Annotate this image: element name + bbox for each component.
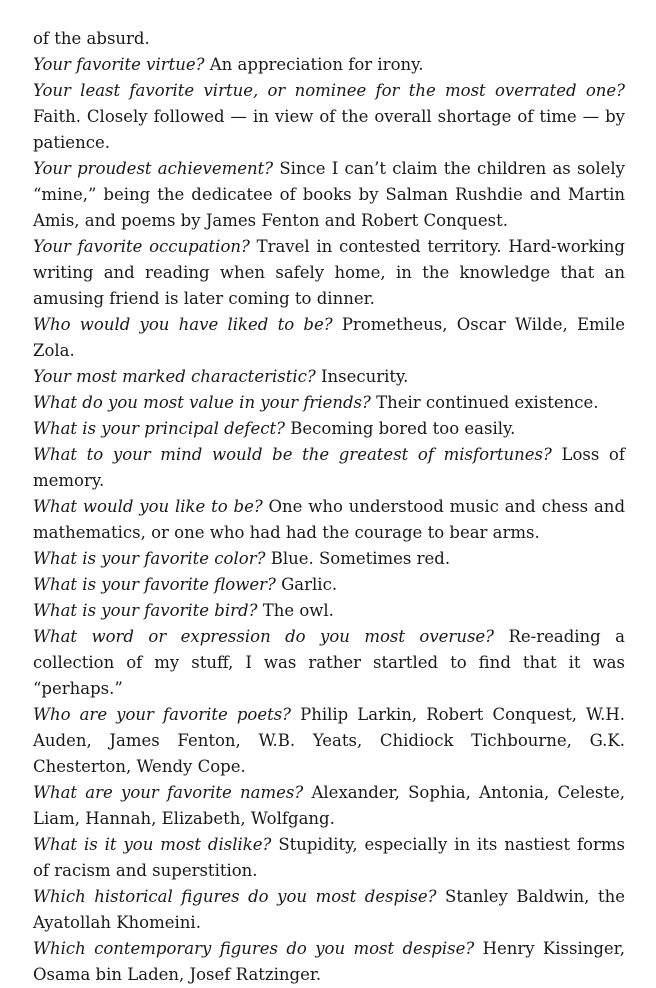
question-text: What is your principal defect? — [33, 419, 286, 438]
answer-text: One who understood music and chess and mathematics, or one who had had the courage to bear arms. — [33, 497, 626, 542]
qa-paragraph — [33, 572, 625, 598]
qa-paragraph — [33, 624, 625, 702]
answer-text: Insecurity. — [320, 367, 409, 386]
question-text: What would you like to be? — [33, 497, 263, 516]
qa-paragraph — [33, 390, 625, 416]
question-text: Your most marked characteristic? — [33, 367, 316, 386]
question-text: What is your favorite color? — [33, 549, 266, 568]
qa-paragraph — [33, 234, 625, 312]
question-text: What to your mind would be the greatest of misfortunes? — [33, 445, 552, 464]
question-text: Which historical figures do you most despise? — [33, 887, 437, 906]
qa-paragraph — [33, 52, 625, 78]
question-text: What is your favorite flower? — [33, 575, 276, 594]
answer-text: Loss of memory. — [33, 445, 625, 490]
answer-text: Faith. Closely followed — in view of the overall shortage of time — by patience. — [33, 107, 625, 152]
paragraph-continuation-fragment: of the absurd. — [33, 29, 150, 48]
answer-text: An appreciation for irony. — [209, 55, 424, 74]
answer-text: Henry Kissinger, Osama bin Laden, Josef Ratzinger. — [33, 939, 625, 984]
question-text: Your favorite occupation? — [33, 237, 250, 256]
answer-text: Since I can’t claim the children as solely “mine,” being the dedicatee of books by Salman Rushdie and Martin Amis, and poems by James Fenton and Robert Conquest. — [33, 159, 626, 230]
answer-text: Stupidity, especially in its nastiest forms of racism and superstition. — [33, 835, 625, 880]
question-text: Which contemporary figures do you most despise? — [33, 939, 475, 958]
qa-paragraph — [33, 936, 625, 988]
answer-text: The owl. — [262, 601, 334, 620]
answer-text: Philip Larkin, Robert Conquest, W.H. Auden, James Fenton, W.B. Yeats, Chidiock Tichbourne, G.K. Chesterton, Wendy Cope. — [33, 705, 625, 776]
answer-text: Stanley Baldwin, the Ayatollah Khomeini. — [33, 887, 625, 932]
qa-list — [33, 52, 625, 988]
qa-paragraph — [33, 78, 625, 156]
qa-paragraph — [33, 364, 625, 390]
question-text: Your least favorite virtue, or nominee for the most overrated one? — [33, 81, 625, 100]
qa-paragraph — [33, 780, 625, 832]
qa-paragraph — [33, 832, 625, 884]
answer-text: Blue. Sometimes red. — [270, 549, 451, 568]
question-text: Your proudest achievement? — [33, 159, 274, 178]
qa-paragraph — [33, 156, 625, 234]
qa-paragraph — [33, 312, 625, 364]
question-text: What do you most value in your friends? — [33, 393, 371, 412]
answer-text: Garlic. — [281, 575, 338, 594]
qa-paragraph — [33, 442, 625, 494]
answer-text: Their continued existence. — [376, 393, 599, 412]
question-text: Your favorite virtue? — [33, 55, 205, 74]
qa-paragraph — [33, 494, 625, 546]
answer-text: Becoming bored too easily. — [290, 419, 516, 438]
answer-text: Prometheus, Oscar Wilde, Emile Zola. — [33, 315, 626, 360]
answer-text: Travel in contested territory. Hard-working writing and reading when safely home, in the knowledge that an amusing friend is later coming to dinner. — [33, 237, 625, 308]
qa-paragraph — [33, 884, 625, 936]
qa-paragraph — [33, 416, 625, 442]
question-text: What word or expression do you most overuse? — [33, 627, 495, 646]
qa-paragraph — [33, 546, 625, 572]
qa-paragraph — [33, 702, 625, 780]
question-text: What are your favorite names? — [33, 783, 304, 802]
question-text: What is your favorite bird? — [33, 601, 258, 620]
question-text: Who are your favorite poets? — [33, 705, 292, 724]
answer-text: Re-reading a collection of my stuff, I was rather startled to find that it was “perhaps.” — [33, 627, 625, 698]
answer-text: Alexander, Sophia, Antonia, Celeste, Liam, Hannah, Elizabeth, Wolfgang. — [33, 783, 625, 828]
question-text: Who would you have liked to be? — [33, 315, 333, 334]
qa-paragraph — [33, 598, 625, 624]
question-text: What is it you most dislike? — [33, 835, 272, 854]
